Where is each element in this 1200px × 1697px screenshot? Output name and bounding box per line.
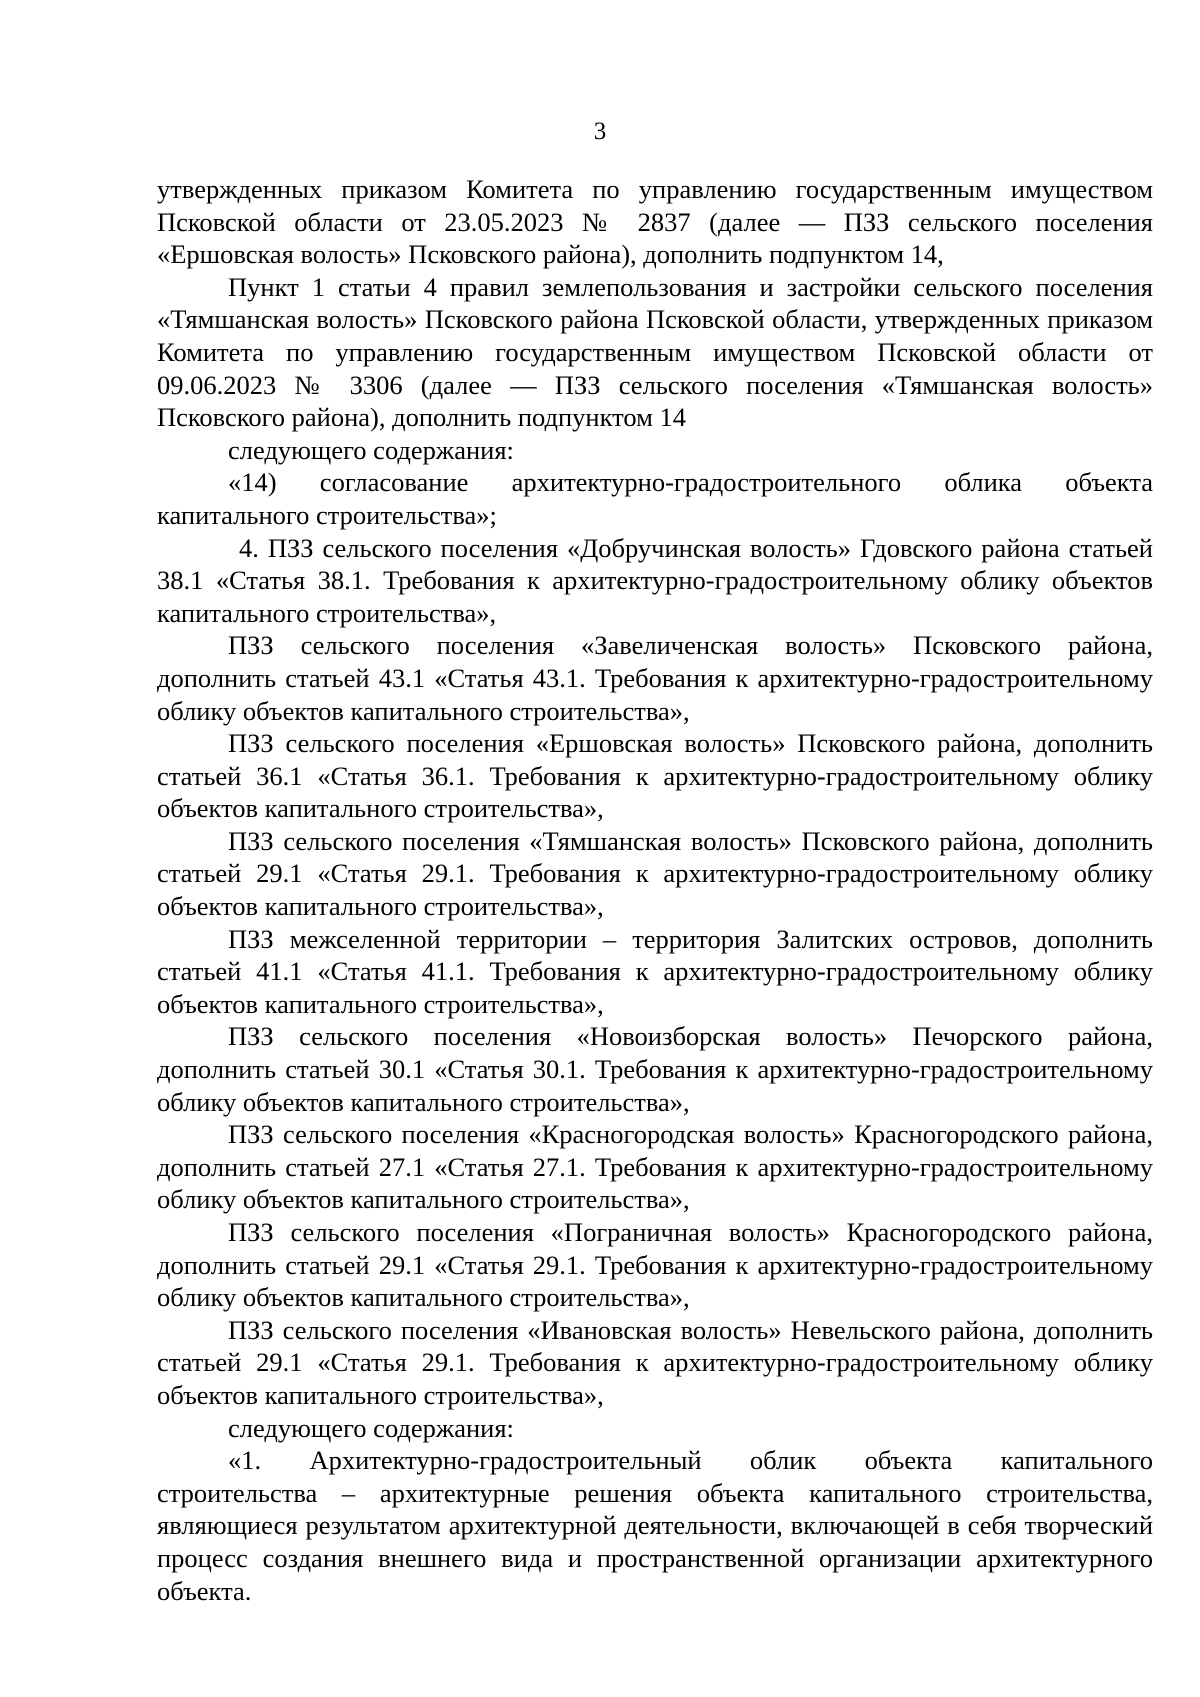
- paragraph-ershovskaya: ПЗЗ сельского поселения «Ершовская волость» Псковского района, дополнить статьей 36.1 «Статья 36.1. Требования к архитектурно-градостроительному облику объектов капитального строительства»,: [157, 728, 1153, 824]
- paragraph-ivanovskaya: ПЗЗ сельского поселения «Ивановская волость» Невельского района, дополнить статьей 29.1 «Статья 29.1. Требования к архитектурно-градостроительному облику объектов капитального строительства»,: [157, 1314, 1153, 1410]
- paragraph-subpoint-14: «14) согласование архитектурно-градостроительного облика объекта капитального строительства»;: [157, 467, 1153, 530]
- paragraph-tyamshanskaya-clause: Пункт 1 статьи 4 правил землепользования и застройки сельского поселения «Тямшанская волость» Псковского района Псковской области, утвержденных приказом Комитета по управлению государственным имуществом Псковской области от 09.06.2023 № 3306 (далее — ПЗЗ сельского поселения «Тямшанская волость» Псковского района), дополнить подпунктом 14: [157, 271, 1153, 433]
- document-body: [157, 173, 1153, 1607]
- paragraph-zalitskie-islands: ПЗЗ межселенной территории – территория Залитских островов, дополнить статьей 41.1 «Статья 41.1. Требования к архитектурно-градостроительному облику объектов капитального строительства»,: [157, 923, 1153, 1019]
- paragraph-following-content: следующего содержания:: [228, 434, 514, 465]
- page-number: 3: [593, 118, 607, 145]
- paragraph-definition-1: «1. Архитектурно-градостроительный облик объекта капитального строительства – архитектурные решения объекта капитального строительства, являющиеся результатом архитектурной деятельности, включающей в себя творческий процесс создания внешнего вида и пространственной организации архитектурного объекта.: [157, 1445, 1153, 1606]
- paragraph-zavelichenskaya: ПЗЗ сельского поселения «Завеличенская волость» Псковского района, дополнить статьей 43.1 «Статья 43.1. Требования к архитектурно-градостроительному облику объектов капитального строительства»,: [157, 630, 1153, 726]
- paragraph-novoizborskaya: ПЗЗ сельского поселения «Новоизборская волость» Печорского района, дополнить статьей 30.1 «Статья 30.1. Требования к архитектурно-градостроительному облику объектов капитального строительства»,: [157, 1021, 1153, 1117]
- paragraph-following-content-2: следующего содержания:: [228, 1412, 514, 1443]
- paragraph-krasnogorodskaya: ПЗЗ сельского поселения «Красногородская волость» Красногородского района, дополнить статьей 27.1 «Статья 27.1. Требования к архитектурно-градостроительному облику объектов капитального строительства»,: [157, 1119, 1153, 1215]
- paragraph-tyamshanskaya: ПЗЗ сельского поселения «Тямшанская волость» Псковского района, дополнить статьей 29.1 «Статья 29.1. Требования к архитектурно-градостроительному облику объектов капитального строительства»,: [157, 825, 1153, 922]
- paragraph-continuation: утвержденных приказом Комитета по управлению государственным имуществом Псковской области от 23.05.2023 № 2837 (далее — ПЗЗ сельского поселения «Ершовская волость» Псковского района), дополнить подпунктом 14,: [157, 174, 1153, 270]
- paragraph-pogranichnaya: ПЗЗ сельского поселения «Пограничная волость» Красногородского района, дополнить статьей 29.1 «Статья 29.1. Требования к архитектурно-градостроительному облику объектов капитального строительства»,: [157, 1217, 1153, 1313]
- paragraph-item-4: 4. ПЗЗ сельского поселения «Добручинская волость» Гдовского района статьей 38.1 «Статья 38.1. Требования к архитектурно-градостроительному облику объектов капитального строительства»,: [157, 532, 1153, 628]
